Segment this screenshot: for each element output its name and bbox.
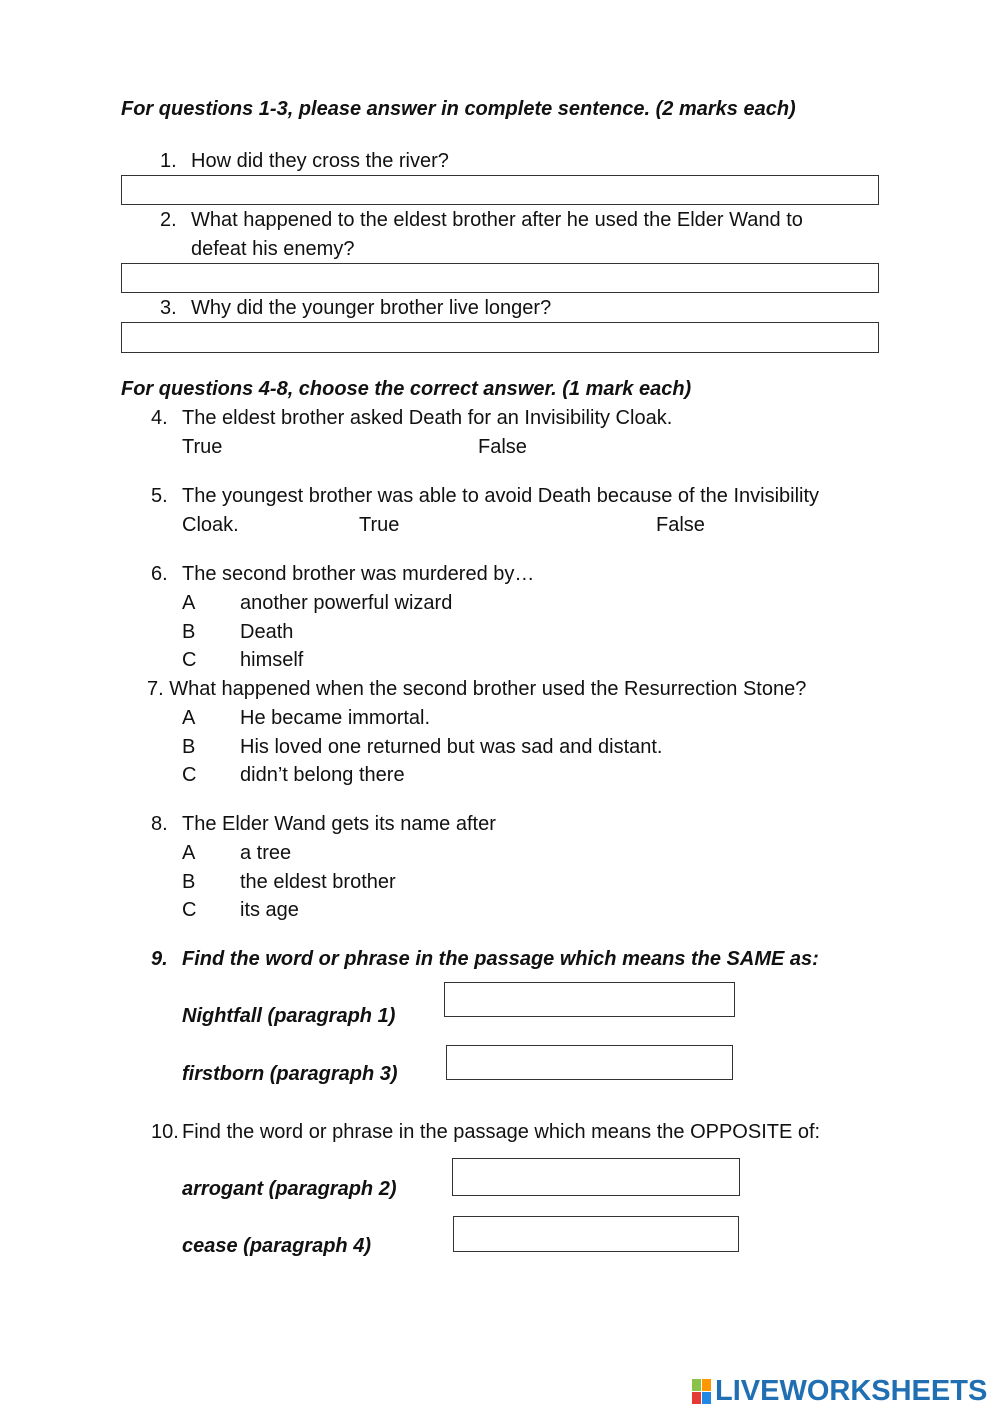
question-9-item-label: firstborn (paragraph 3): [182, 1063, 398, 1085]
question-8-option-letter: B: [182, 871, 196, 893]
question-6-option-letter: C: [182, 649, 197, 671]
question-2-text-line2: defeat his enemy?: [191, 238, 355, 260]
question-1-number: 1.: [160, 150, 177, 172]
question-7-option[interactable]: His loved one returned but was sad and distant.: [240, 736, 663, 758]
question-7-option[interactable]: didn’t belong there: [240, 764, 405, 786]
question-7-option-letter: A: [182, 707, 196, 729]
question-2-number: 2.: [160, 209, 177, 231]
question-8-option-letter: A: [182, 842, 196, 864]
answer-box-arrogant[interactable]: [452, 1158, 740, 1196]
answer-box-cease[interactable]: [453, 1216, 739, 1252]
question-3-number: 3.: [160, 297, 177, 319]
question-7-option[interactable]: He became immortal.: [240, 707, 431, 729]
question-10-text: Find the word or phrase in the passage which means the OPPOSITE of:: [182, 1121, 821, 1143]
question-6-option[interactable]: himself: [240, 649, 304, 671]
question-8-text: The Elder Wand gets its name after: [182, 813, 496, 835]
question-4-option-true[interactable]: True: [182, 436, 223, 458]
question-8-option[interactable]: a tree: [240, 842, 292, 864]
question-7-option-letter: C: [182, 764, 197, 786]
question-5-number: 5.: [151, 485, 168, 507]
question-6-option-letter: B: [182, 621, 196, 643]
liveworksheets-logo-icon: [692, 1379, 712, 1405]
answer-box-3[interactable]: [121, 322, 879, 353]
question-6-text: The second brother was murdered by…: [182, 563, 535, 585]
liveworksheets-logo-text: LIVEWORKSHEETS: [715, 1375, 988, 1407]
question-8-option[interactable]: its age: [240, 899, 299, 921]
question-5-option-true[interactable]: True: [359, 514, 400, 536]
question-7-text: 7. What happened when the second brother used the Resurrection Stone?: [147, 678, 807, 700]
question-6-option[interactable]: another powerful wizard: [240, 592, 453, 614]
question-9-number: 9.: [151, 948, 168, 970]
question-10-item-label: cease (paragraph 4): [182, 1235, 371, 1257]
question-8-option-letter: C: [182, 899, 197, 921]
question-5-text-line2: Cloak.: [182, 514, 239, 536]
question-2-text-line1: What happened to the eldest brother after he used the Elder Wand to: [191, 209, 803, 231]
section2-instruction: For questions 4-8, choose the correct answer. (1 mark each): [121, 378, 692, 400]
question-9-text: Find the word or phrase in the passage which means the SAME as:: [182, 948, 819, 970]
question-5-text-line1: The youngest brother was able to avoid Death because of the Invisibility: [182, 485, 820, 507]
section1-instruction: For questions 1-3, please answer in complete sentence. (2 marks each): [121, 98, 796, 120]
liveworksheets-logo: [692, 1375, 987, 1408]
question-3-text: Why did the younger brother live longer?: [191, 297, 552, 319]
question-5-option-false[interactable]: False: [656, 514, 705, 536]
question-8-number: 8.: [151, 813, 168, 835]
question-9-item-label: Nightfall (paragraph 1): [182, 1005, 396, 1027]
question-6-option[interactable]: Death: [240, 621, 294, 643]
question-6-number: 6.: [151, 563, 168, 585]
question-4-text: The eldest brother asked Death for an Invisibility Cloak.: [182, 407, 673, 429]
question-10-item-label: arrogant (paragraph 2): [182, 1178, 397, 1200]
question-8-option[interactable]: the eldest brother: [240, 871, 396, 893]
answer-box-1[interactable]: [121, 175, 879, 205]
answer-box-firstborn[interactable]: [446, 1045, 733, 1080]
question-7-option-letter: B: [182, 736, 196, 758]
question-10-number: 10.: [151, 1121, 179, 1143]
question-4-number: 4.: [151, 407, 168, 429]
question-1-text: How did they cross the river?: [191, 150, 449, 172]
answer-box-nightfall[interactable]: [444, 982, 735, 1017]
answer-box-2[interactable]: [121, 263, 879, 293]
question-4-option-false[interactable]: False: [478, 436, 527, 458]
question-6-option-letter: A: [182, 592, 196, 614]
